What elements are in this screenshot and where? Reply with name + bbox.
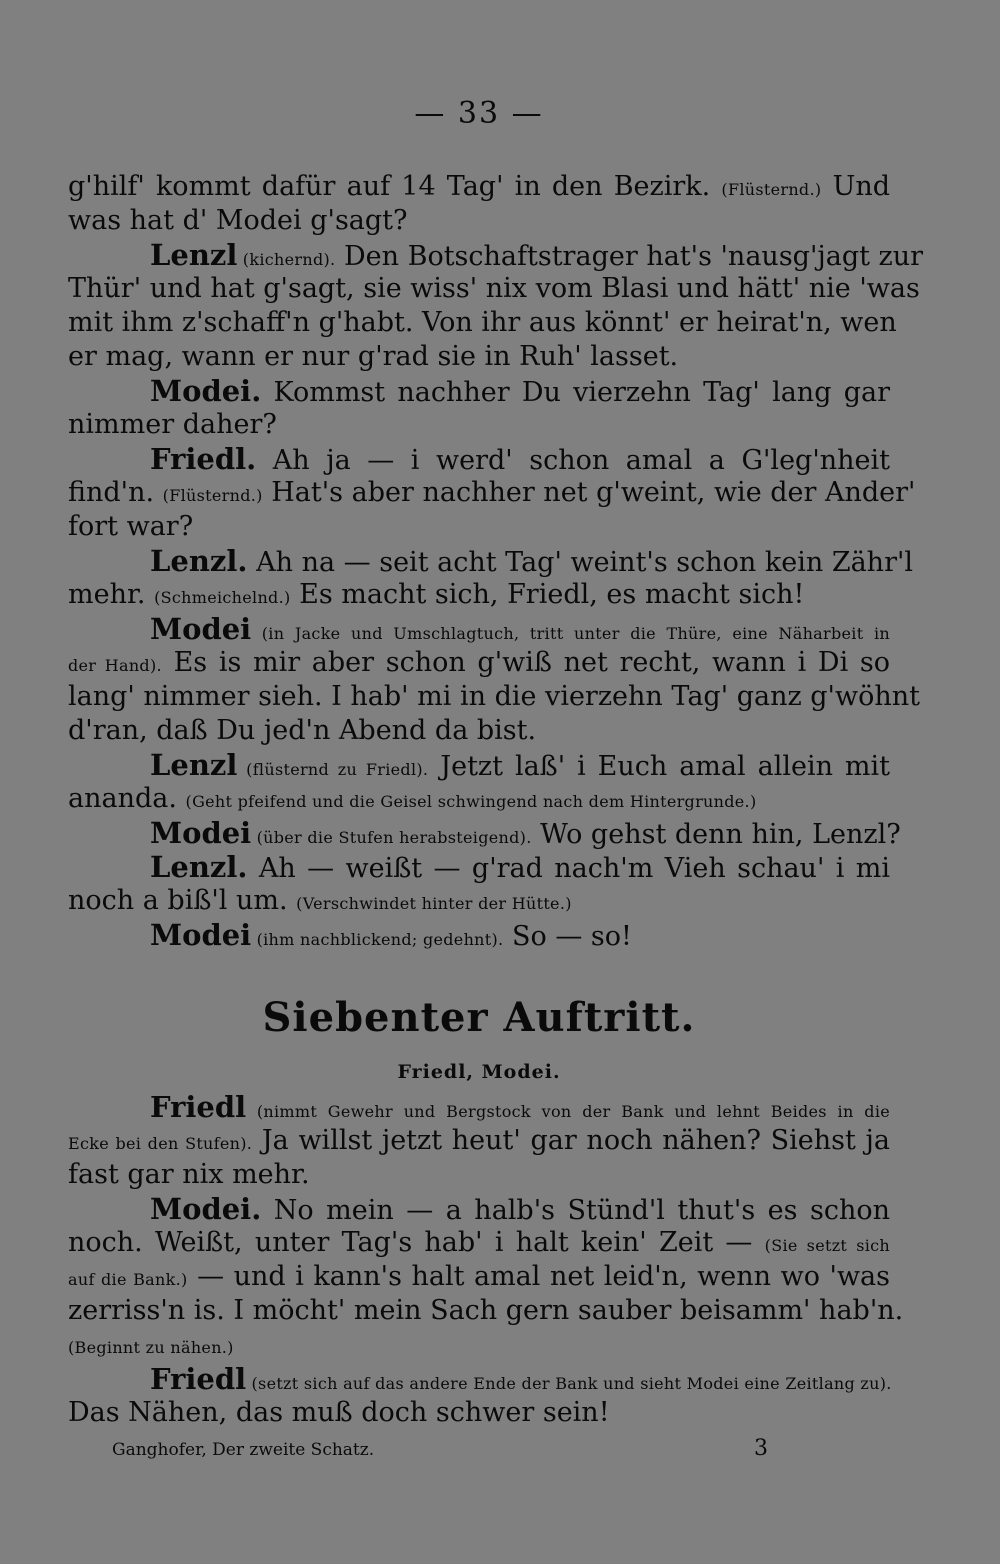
text-line [68,306,897,340]
dialogue-text: g'hilf' kommt dafür auf 14 Tag' in den Bezirk. [68,171,722,202]
text-line [68,782,890,816]
play-text [68,170,924,1430]
dialogue-text: Wo gehst denn hin, Lenzl? [531,819,901,850]
text-line [68,680,920,714]
dialogue-text: No mein — a halb's Stünd'l thut's es schon [261,1195,890,1226]
text-line [68,1158,890,1192]
dialogue-text: fort war? [68,511,194,542]
text-line [68,850,890,884]
dialogue-text: ananda. [68,783,186,814]
dialogue-text: Jetzt laß' i Euch amal allein mit [428,751,890,782]
stage-direction: (Beginnt zu nähen.) [68,1338,234,1357]
dialogue-text: noch a biß'l um. [68,885,297,916]
text-line [68,238,924,272]
text-line [68,884,890,918]
text-line [68,340,890,374]
speaker-name: Friedl. [150,442,257,476]
text-line [68,748,890,782]
stage-direction: (Flüsternd.) [162,486,263,505]
dialogue-text: noch. Weißt, unter Tag's hab' i halt kein' Zeit — [68,1227,765,1258]
dialogue-text: Und [821,171,891,202]
text-line [68,1260,890,1294]
dialogue-text: mehr. [68,579,155,610]
scene-persons: Friedl, Modei. [397,1061,561,1083]
dialogue-text: Den Botschaftstrager hat's 'nausg'jagt zur [335,241,924,272]
text-line [68,646,890,680]
text-line [68,408,890,442]
dialogue-text: Ah ja — i werd' schon amal a G'leg'nheit [256,445,890,476]
text-line [68,1124,890,1158]
dialogue-text: Hat's aber nachher net g'weint, wie der Ander' [262,477,916,508]
stage-direction: (über die Stufen herabsteigend). [251,828,532,847]
text-line [68,510,890,544]
stage-direction: auf die Bank.) [68,1270,188,1289]
stage-direction: (Sie setzt sich [764,1236,890,1255]
scene-title: Siebenter Auftritt. [262,994,696,1041]
dialogue-text: Thür' und hat g'sagt, sie wiss' nix vom Blasi und hätt' nie 'was [68,273,920,304]
text-line [68,204,890,238]
stage-direction: (in Jacke und Umschlagtuch, tritt unter die Thüre, eine Näharbeit in [251,624,890,643]
text-line [68,544,914,578]
speaker-name: Lenzl [150,238,238,272]
stage-direction: (Verschwindet hinter der Hütte.) [296,894,572,913]
dialogue-text: lang' nimmer sieh. I hab' mi in die vierzehn Tag' ganz g'wöhnt [68,681,920,712]
text-line [68,170,890,204]
speaker-name: Lenzl [150,748,238,782]
sheet-signature: 3 [754,1436,768,1461]
speaker-name: Modei. [150,1192,262,1226]
dialogue-text: nimmer daher? [68,409,277,440]
footer-signature-line: Ganghofer, Der zweite Schatz. [112,1440,375,1460]
dialogue-text: mit ihm z'schaff'n g'habt. Von ihr aus könnt' er heirat'n, wen [68,307,897,338]
dialogue-block-1 [68,170,924,952]
dialogue-text: — und i kann's halt amal net leid'n, wenn wo 'was [187,1261,891,1292]
dialogue-text: Ah na — seit acht Tag' weint's schon kein Zähr'l [247,547,914,578]
dialogue-text: Das Nähen, das muß doch schwer sein! [68,1397,610,1428]
dialogue-text: Ah — weißt — g'rad nach'm Vieh schau' i mi [247,853,890,884]
stage-direction: (flüsternd zu Friedl). [237,760,429,779]
dialogue-text: Es macht sich, Friedl, es macht sich! [290,579,805,610]
stage-direction: (nimmt Gewehr und Bergstock von der Bank und lehnt Beides in die [246,1102,890,1121]
dialogue-text: er mag, wann er nur g'rad sie in Ruh' lasset. [68,341,679,372]
page-number: — 33 — [414,96,544,131]
dialogue-text: So — so! [503,921,632,952]
text-line [68,578,890,612]
speaker-name: Modei. [150,374,262,408]
stage-direction: (kichernd). [237,250,336,269]
text-line [68,272,920,306]
book-page [68,0,924,1564]
speaker-name: Lenzl. [150,850,248,884]
stage-direction: der Hand). [68,656,162,675]
stage-direction: (Schmeichelnd.) [154,588,291,607]
dialogue-text: zerriss'n is. I möcht' mein Sach gern sauber beisamm' hab'n. [68,1295,904,1326]
text-line [68,442,890,476]
text-line [68,918,890,952]
speaker-name: Modei [150,816,252,850]
text-line [68,1328,890,1362]
speaker-name: Friedl [150,1362,247,1396]
text-line [68,476,916,510]
speaker-name: Modei [150,612,252,646]
text-line [68,1362,890,1396]
stage-direction: (Flüsternd.) [721,180,822,199]
dialogue-text: fast gar nix mehr. [68,1159,310,1190]
dialogue-block-2 [68,1090,904,1430]
text-line [68,612,890,646]
text-line [68,816,901,850]
stage-direction: (Geht pfeifend und die Geisel schwingend nach dem Hintergrunde.) [185,792,757,811]
stage-direction: (setzt sich auf das andere Ende der Bank und sieht Modei eine Zeitlang zu). [246,1374,892,1393]
text-line [68,714,890,748]
text-line [68,1396,890,1430]
speaker-name: Modei [150,918,252,952]
text-line [68,1294,904,1328]
dialogue-text: Es is mir aber schon g'wiß net recht, wann i Di so [161,647,890,678]
speaker-name: Lenzl. [150,544,248,578]
text-line [68,1192,890,1226]
text-line [68,1226,890,1260]
speaker-name: Friedl [150,1090,247,1124]
dialogue-text: find'n. [68,477,163,508]
stage-direction: (ihm nachblickend; gedehnt). [251,930,504,949]
dialogue-text: Kommst nachher Du vierzehn Tag' lang gar [261,377,890,408]
dialogue-text: d'ran, daß Du jed'n Abend da bist. [68,715,537,746]
stage-direction: Ecke bei den Stufen). [68,1134,253,1153]
text-line [68,374,890,408]
text-line [68,1090,890,1124]
dialogue-text: was hat d' Modei g'sagt? [68,205,408,236]
dialogue-text: Ja willst jetzt heut' gar noch nähen? Siehst ja [252,1125,890,1156]
